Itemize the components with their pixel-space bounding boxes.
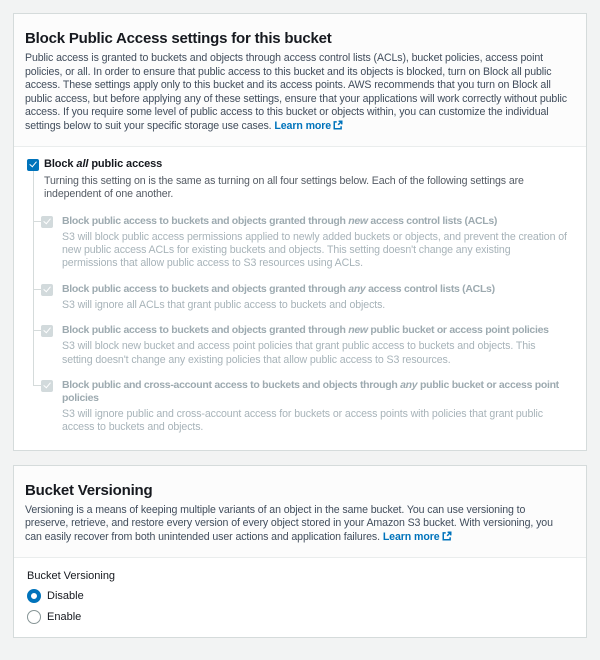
bucket-versioning-title: Bucket Versioning xyxy=(25,481,153,499)
versioning-disable-label[interactable]: Disable xyxy=(47,589,84,602)
block-public-access-settings-tree xyxy=(27,215,568,435)
block-all-public-access-group xyxy=(27,158,568,202)
versioning-enable-radio[interactable] xyxy=(27,610,41,624)
bpa-setting-description-any-policies: S3 will ignore public and cross-account access for buckets or access points with policies that grant public access to buckets and objects. xyxy=(62,408,543,434)
block-public-access-title: Block Public Access settings for this bucket xyxy=(25,30,332,47)
bpa-setting-checkbox-new-acls xyxy=(41,216,53,228)
block-public-access-description-text: Public access is granted to buckets and objects through access control lists (ACLs), bucket policies, access point policies, or all. In order to ensure that public access to this bucket and its objects is blocked, turn on Block all public access. These settings apply only to this bucket and its access points. AWS recommends that you turn on Block all public access, but before applying any of these settings, ensure that your applications will work correctly without public access. If you require some level of public access to this bucket or objects within, you can customize the individual settings below to suit your specific storage use cases. xyxy=(25,52,567,132)
bpa-setting-item-any-policies xyxy=(27,379,568,435)
bucket-versioning-field-label: Bucket Versioning xyxy=(27,569,116,582)
bucket-versioning-description xyxy=(25,504,568,545)
block-public-access-header xyxy=(14,14,586,147)
bpa-setting-label-new-policies: Block public access to buckets and objects granted through new public bucket or access point policies xyxy=(62,324,549,337)
bpa-setting-label-new-acls: Block public access to buckets and objects granted through new access control lists (ACLs) xyxy=(62,214,498,227)
block-all-public-access-checkbox[interactable] xyxy=(27,159,39,171)
bpa-setting-label-any-acls: Block public access to buckets and objects granted through any access control lists (ACLs) xyxy=(62,282,495,295)
external-link-icon xyxy=(333,120,343,130)
bucket-versioning-description-text: Versioning is a means of keeping multiple variants of an object in the same bucket. You can use versioning to preserve, retrieve, and restore every version of every object stored in your Amazon S3 bucket. With versioning, you can easily recover from both unintended user actions and application failures. xyxy=(25,503,553,543)
bpa-setting-description-any-acls: S3 will ignore all ACLs that grant public access to buckets and objects. xyxy=(62,298,386,311)
bpa-setting-description-new-policies: S3 will block new bucket and access point policies that grant public access to buckets and objects. This setting doesn't change any existing policies that allow public access to S3 resources. xyxy=(62,340,536,366)
bpa-setting-item-new-acls xyxy=(27,215,568,271)
versioning-enable-option[interactable] xyxy=(27,610,568,624)
bpa-setting-checkbox-any-policies xyxy=(41,380,53,392)
bpa-setting-checkbox-new-policies xyxy=(41,325,53,337)
bpa-setting-label-any-policies: Block public and cross-account access to buckets and objects through any public bucket or access point policies xyxy=(62,379,559,404)
block-public-access-card xyxy=(13,13,587,451)
bucket-versioning-body xyxy=(14,558,586,637)
block-public-access-body xyxy=(14,147,586,450)
bucket-versioning-header xyxy=(14,466,586,558)
bpa-setting-item-new-policies xyxy=(27,324,568,367)
versioning-disable-option[interactable] xyxy=(27,589,568,603)
learn-more-link[interactable]: Learn more xyxy=(383,531,452,543)
bpa-setting-item-any-acls xyxy=(27,283,568,312)
versioning-enable-label[interactable]: Enable xyxy=(47,610,82,623)
learn-more-link[interactable]: Learn more xyxy=(274,120,343,132)
bucket-versioning-card xyxy=(13,465,587,638)
block-public-access-description xyxy=(25,52,568,134)
block-all-public-access-description: Turning this setting on is the same as turning on all four settings below. Each of the following settings are independent of one another. xyxy=(44,174,524,201)
external-link-icon xyxy=(442,531,452,541)
bpa-setting-checkbox-any-acls xyxy=(41,284,53,296)
versioning-disable-radio[interactable] xyxy=(27,589,41,603)
bpa-setting-description-new-acls: S3 will block public access permissions applied to newly added buckets or objects, and prevent the creation of new public access ACLs for existing buckets and objects. This setting doesn't change any existing permissions that allow public access to S3 resources using ACLs. xyxy=(62,230,567,270)
block-all-public-access-label[interactable]: Block all public access xyxy=(44,157,163,170)
